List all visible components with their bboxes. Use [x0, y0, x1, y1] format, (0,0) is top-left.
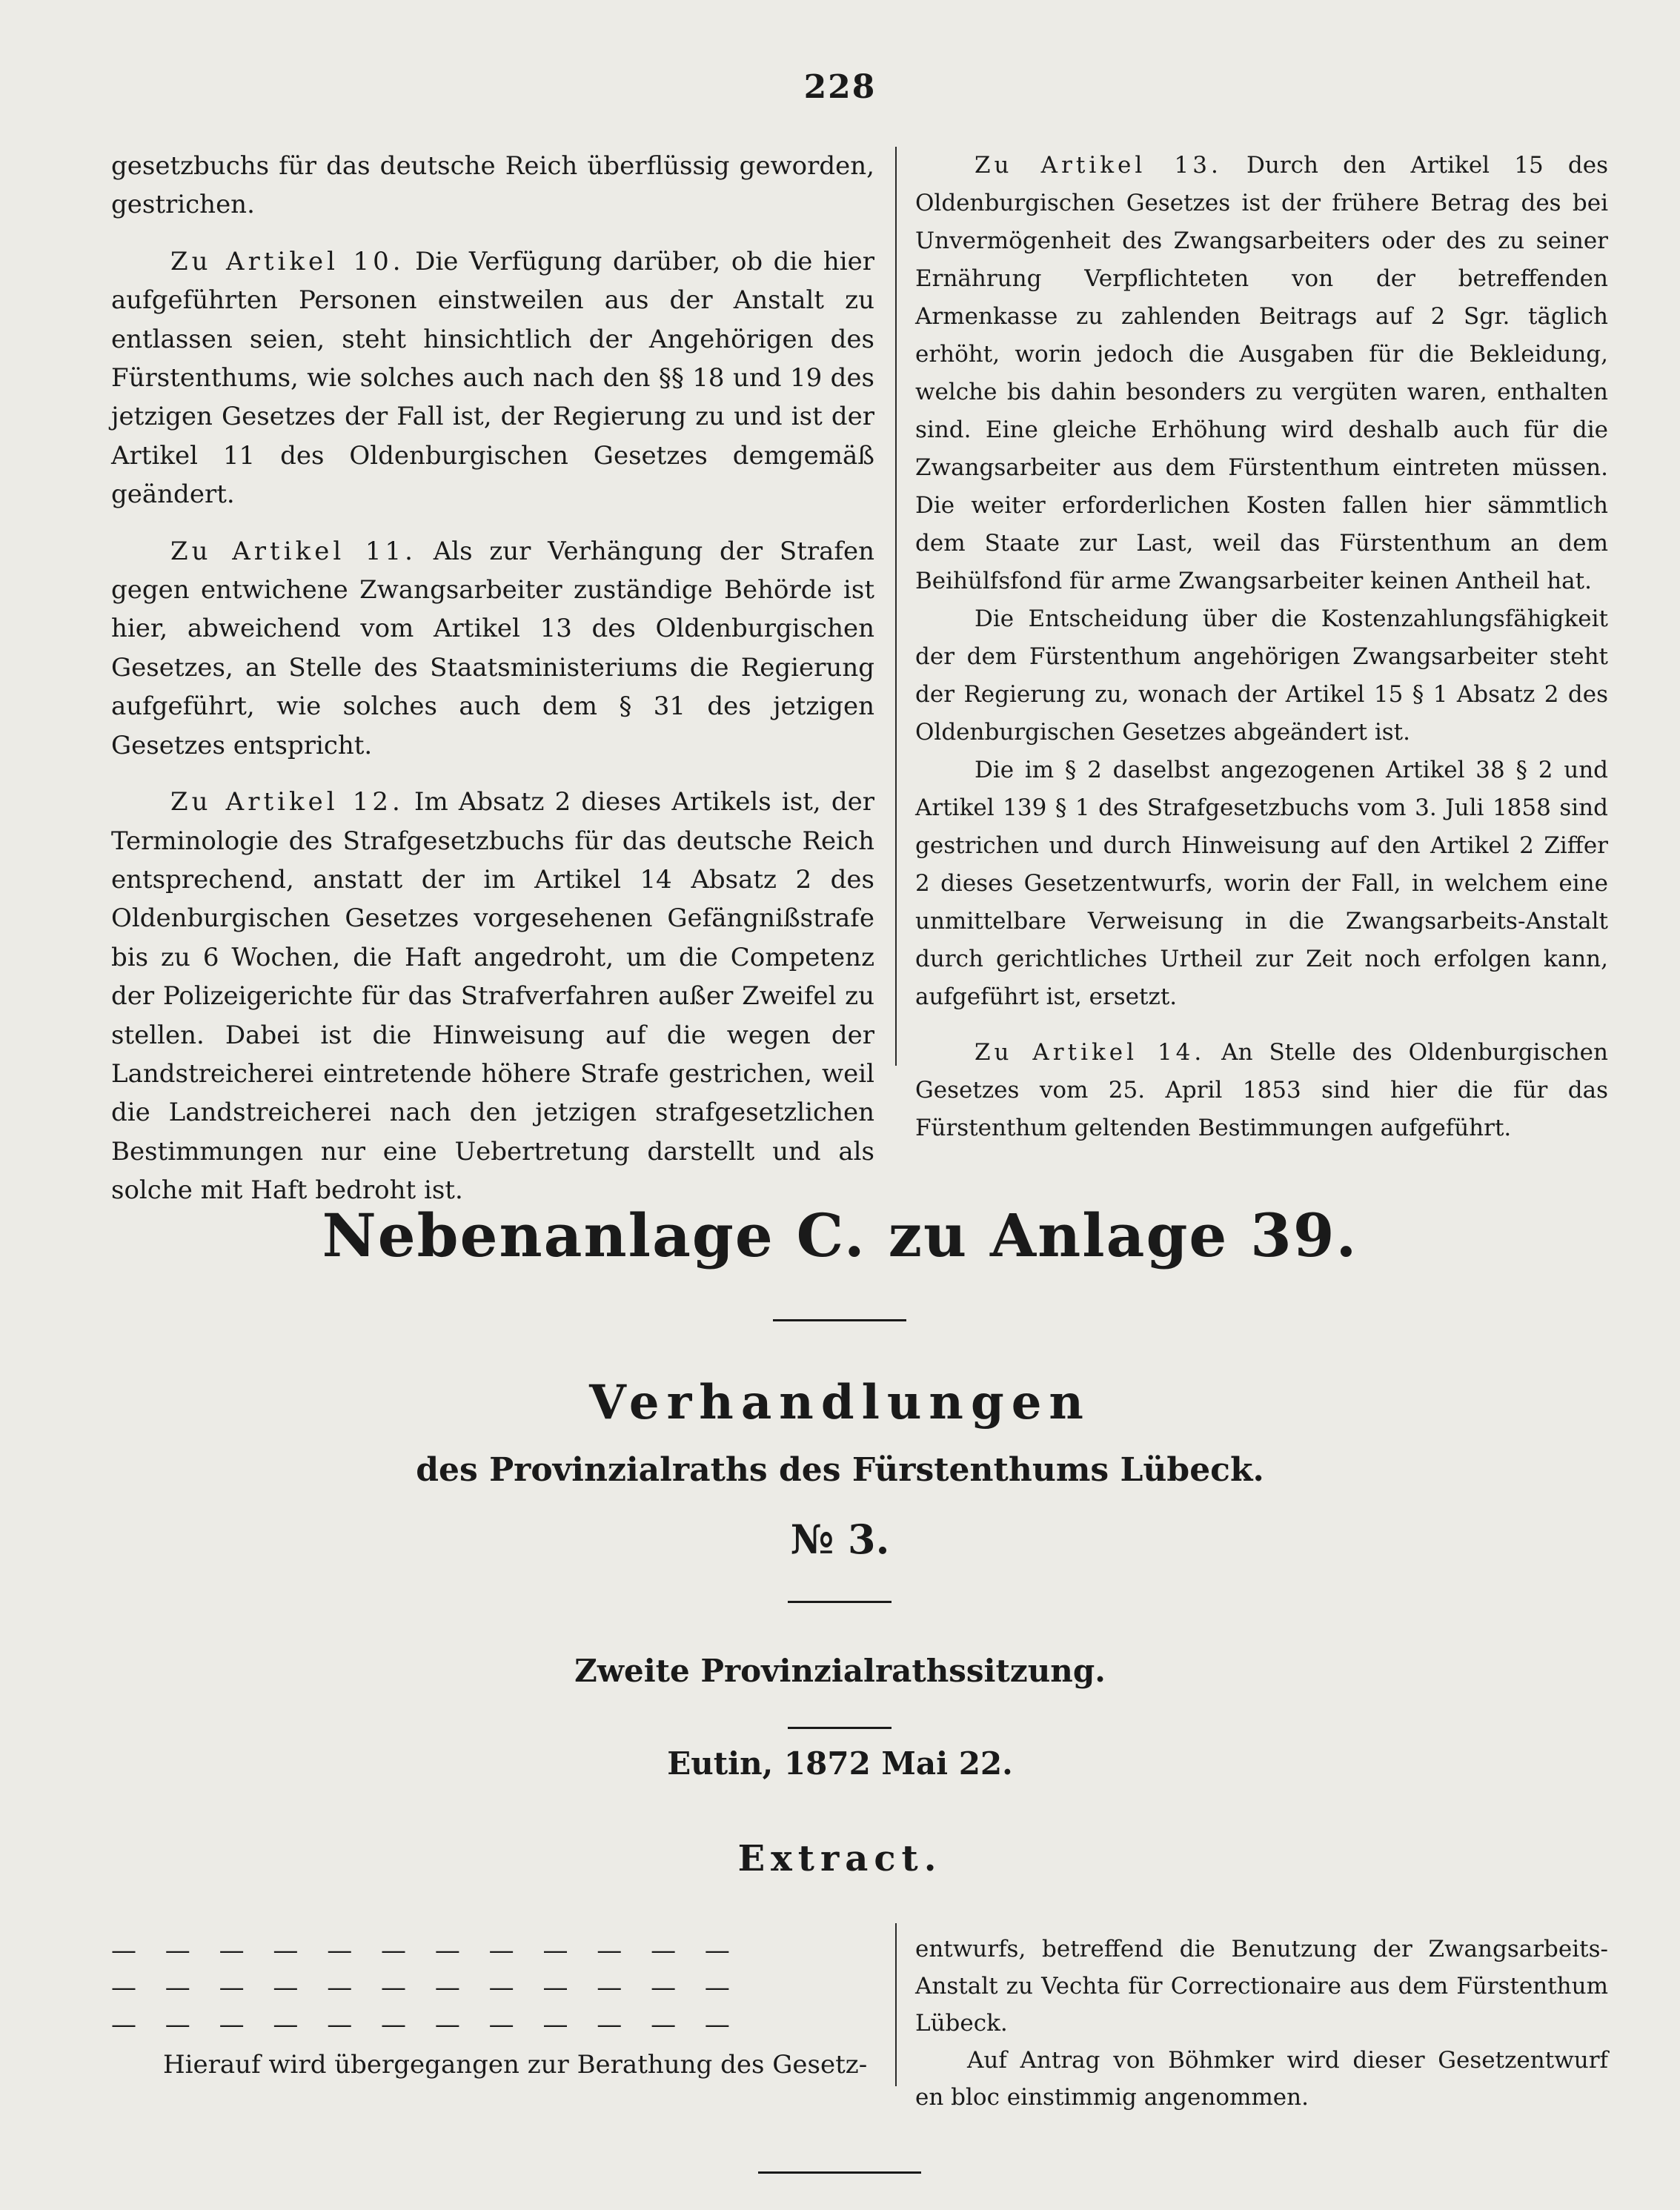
place-date: Eutin, 1872 Mai 22.: [667, 1745, 1013, 1782]
paragraph: [111, 783, 874, 1209]
omission-dashes: — — — — — — — — — — — —: [111, 1973, 740, 2002]
paragraph: entwurfs, betreffend die Benutzung der Zwangsarbeits-Anstalt zu Vechta für Correctionaire aus dem Fürstenthum Lübeck.: [915, 1936, 1608, 2037]
paragraph-lead: Zu Artikel 14.: [975, 1039, 1206, 1066]
session-title: Zweite Provinzialrathssitzung.: [574, 1653, 1106, 1689]
paragraph-lead: Zu Artikel 10.: [170, 246, 405, 276]
bottom-right-text: [915, 1931, 1608, 2116]
paragraph-text: Die im § 2 daselbst angezogenen Artikel 38 § 2 und Artikel 139 § 1 des Strafgesetzbuchs vom 3. Juli 1858 sind gestrichen und durch Hinweisung auf den Artikel 2 Ziffer 2 dieses Gesetzentwurfs, worin der Fall, in welchem eine unmittelbare Verweisung in die Zwangsarbeits-Anstalt durch gerichtliches Urtheil zur Zeit noch erfolgen kann, aufgeführt ist, ersetzt.: [915, 757, 1608, 1010]
extract-label: Extract.: [737, 1838, 943, 1879]
closing-rule: [758, 2171, 921, 2174]
paragraph-lead: Zu Artikel 12.: [170, 787, 404, 817]
omission-dashes: — — — — — — — — — — — —: [111, 1936, 740, 1965]
paragraph: [915, 600, 1608, 751]
left-column: [111, 147, 874, 1210]
column-divider: [895, 147, 897, 1066]
paragraph: [915, 751, 1608, 1016]
title-rule: [773, 1319, 906, 1321]
council-subheading: des Provinzialraths des Fürstenthums Lübeck.: [416, 1451, 1264, 1489]
omission-dashes: — — — — — — — — — — — —: [111, 2010, 740, 2040]
paragraph: [111, 147, 874, 225]
number-rule: [788, 1601, 892, 1603]
paragraph: [915, 1034, 1608, 1147]
paragraph-text: Die Entscheidung über die Kostenzahlungsfähigkeit der dem Fürstenthum angehörigen Zwangsarbeiter steht der Regierung zu, wonach der Artikel 15 § 1 Absatz 2 des Oldenburgischen Gesetzes abgeändert ist.: [915, 605, 1608, 746]
paragraph-text: gesetzbuchs für das deutsche Reich überflüssig geworden, gestrichen.: [111, 151, 874, 220]
paragraph: [111, 532, 874, 765]
proceedings-heading: Verhandlungen: [589, 1375, 1091, 1430]
session-rule: [788, 1727, 892, 1729]
paragraph-text: An Stelle des Oldenburgischen Gesetzes vom 25. April 1853 sind hier die für das Fürstenthum geltenden Bestimmungen aufgeführt.: [915, 1039, 1608, 1141]
paragraph: [111, 242, 874, 514]
annex-title: Nebenanlage C. zu Anlage 39.: [322, 1201, 1358, 1270]
paragraph: [915, 147, 1608, 600]
bottom-left-text: Hierauf wird übergegangen zur Berathung des Gesetz-: [163, 2050, 868, 2080]
paragraph-text: Im Absatz 2 dieses Artikels ist, der Terminologie des Strafgesetzbuchs für das deutsche Reich entsprechend, anstatt der im Artikel 14 Absatz 2 des Oldenburgischen Gesetzes vorgesehenen Gefängnißstrafe bis zu 6 Wochen, die Haft angedroht, um die Competenz der Polizeigerichte für das Strafverfahren außer Zweifel zu stellen. Dabei ist die Hinweisung auf die wegen der Landstreicherei eintretende höhere Strafe gestrichen, weil die Landstreicherei nach den jetzigen strafgesetzlichen Bestimmungen nur eine Uebertretung darstellt und als solche mit Haft bedroht ist.: [111, 787, 874, 1206]
paragraph-text: Durch den Artikel 15 des Oldenburgischen Gesetzes ist der frühere Betrag des bei Unvermögenheit des Zwangsarbeiters oder des zu seiner Ernährung Verpflichteten von der betreffenden Armenkasse zu zahlenden Beitrags auf 2 Sgr. täglich erhöht, worin jedoch die Ausgaben für die Bekleidung, welche bis dahin besonders zu vergüten waren, enthalten sind. Eine gleiche Erhöhung wird deshalb auch für die Zwangsarbeiter aus dem Fürstenthum eintreten müssen. Die weiter erforderlichen Kosten fallen hier sämmtlich dem Staate zur Last, weil das Fürstenthum an dem Beihülfsfond für arme Zwangsarbeiter keinen Antheil hat.: [915, 152, 1608, 594]
protocol-number: № 3.: [790, 1516, 890, 1563]
paragraph-text: Die Verfügung darüber, ob die hier aufgeführten Personen einstweilen aus der Anstalt zu entlassen seien, steht hinsichtlich der Angehörigen des Fürstenthums, wie solches auch nach den §§ 18 und 19 des jetzigen Gesetzes der Fall ist, der Regierung zu und ist der Artikel 11 des Oldenburgischen Gesetzes demgemäß geändert.: [111, 246, 875, 510]
paragraph-text: Als zur Verhängung der Strafen gegen entwichene Zwangsarbeiter zuständige Behörde ist hier, abweichend vom Artikel 13 des Oldenburgischen Gesetzes, an Stelle des Staatsministeriums die Regierung aufgeführt, wie solches auch dem § 31 des jetzigen Gesetzes entspricht.: [111, 536, 874, 760]
paragraph-lead: Zu Artikel 11.: [170, 536, 416, 566]
paragraph-lead: Zu Artikel 13.: [975, 152, 1222, 179]
column-divider: [895, 1923, 897, 2086]
right-column: [915, 147, 1608, 1147]
page-number: 228: [803, 68, 877, 106]
paragraph: Auf Antrag von Böhmker wird dieser Gesetzentwurf en bloc einstimmig angenommen.: [915, 2047, 1608, 2111]
